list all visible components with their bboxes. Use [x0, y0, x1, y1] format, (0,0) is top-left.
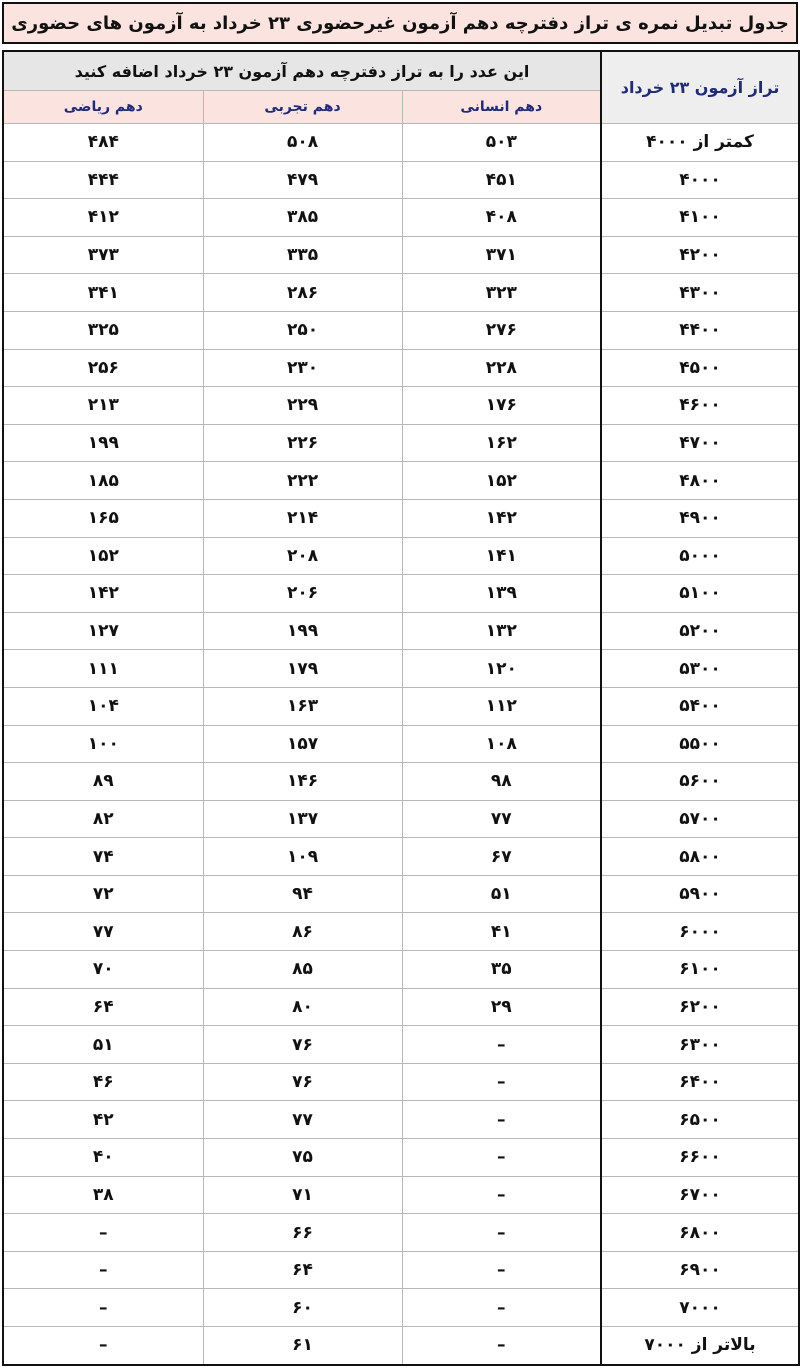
- header-group-label: این عدد را به تراز دفترچه دهم آزمون ۲۳ خرداد اضافه کنید: [3, 51, 601, 91]
- cell-taraz: ۴۰۰۰: [601, 161, 799, 199]
- cell-ensani: ۷۷: [402, 800, 601, 838]
- cell-taraz: ۵۸۰۰: [601, 838, 799, 876]
- cell-riazi: ۷۷: [3, 913, 203, 951]
- cell-tajrobi: ۱۳۷: [203, 800, 402, 838]
- table-row: [3, 1139, 799, 1177]
- cell-tajrobi: ۵۰۸: [203, 124, 402, 162]
- cell-tajrobi: ۳۳۵: [203, 236, 402, 274]
- cell-taraz: ۵۹۰۰: [601, 875, 799, 913]
- header-riazi: دهم ریاضی: [3, 91, 203, 124]
- table-row: [3, 1289, 799, 1327]
- cell-riazi: ۴۸۴: [3, 124, 203, 162]
- cell-ensani: ۳۷۱: [402, 236, 601, 274]
- cell-taraz: ۴۴۰۰: [601, 311, 799, 349]
- cell-tajrobi: ۶۴: [203, 1251, 402, 1289]
- cell-taraz: ۶۲۰۰: [601, 988, 799, 1026]
- cell-taraz: ۵۲۰۰: [601, 612, 799, 650]
- cell-ensani: –: [402, 1026, 601, 1064]
- cell-riazi: ۸۹: [3, 763, 203, 801]
- table-row: [3, 424, 799, 462]
- cell-tajrobi: ۱۷۹: [203, 650, 402, 688]
- header-taraz: تراز آزمون ۲۳ خرداد: [601, 51, 799, 124]
- cell-taraz: ۴۷۰۰: [601, 424, 799, 462]
- cell-tajrobi: ۲۳۰: [203, 349, 402, 387]
- cell-riazi: ۱۰۴: [3, 687, 203, 725]
- cell-tajrobi: ۱۶۳: [203, 687, 402, 725]
- table-header: [3, 51, 799, 124]
- table-row: [3, 1214, 799, 1252]
- cell-taraz: ۴۲۰۰: [601, 236, 799, 274]
- cell-taraz: ۴۹۰۰: [601, 499, 799, 537]
- cell-riazi: ۴۰: [3, 1139, 203, 1177]
- cell-tajrobi: ۲۸۶: [203, 274, 402, 312]
- page-title: جدول تبدیل نمره ی تراز دفترچه دهم آزمون غیرحضوری ۲۳ خرداد به آزمون های حضوری: [2, 2, 798, 44]
- cell-riazi: ۱۶۵: [3, 499, 203, 537]
- cell-tajrobi: ۱۹۹: [203, 612, 402, 650]
- cell-tajrobi: ۶۱: [203, 1327, 402, 1365]
- cell-taraz: کمتر از ۴۰۰۰: [601, 124, 799, 162]
- cell-ensani: –: [402, 1176, 601, 1214]
- cell-riazi: ۵۱: [3, 1026, 203, 1064]
- cell-riazi: ۱۱۱: [3, 650, 203, 688]
- cell-tajrobi: ۴۷۹: [203, 161, 402, 199]
- cell-tajrobi: ۹۴: [203, 875, 402, 913]
- cell-riazi: ۳۷۳: [3, 236, 203, 274]
- cell-taraz: ۶۷۰۰: [601, 1176, 799, 1214]
- cell-tajrobi: ۲۰۸: [203, 537, 402, 575]
- cell-tajrobi: ۷۵: [203, 1139, 402, 1177]
- cell-taraz: ۶۴۰۰: [601, 1063, 799, 1101]
- cell-riazi: –: [3, 1327, 203, 1365]
- cell-taraz: ۶۱۰۰: [601, 951, 799, 989]
- table-row: [3, 499, 799, 537]
- cell-ensani: ۲۷۶: [402, 311, 601, 349]
- cell-ensani: ۴۱: [402, 913, 601, 951]
- cell-riazi: ۳۸: [3, 1176, 203, 1214]
- cell-taraz: ۶۹۰۰: [601, 1251, 799, 1289]
- cell-ensani: –: [402, 1063, 601, 1101]
- table-row: [3, 650, 799, 688]
- cell-taraz: ۵۴۰۰: [601, 687, 799, 725]
- cell-ensani: ۱۰۸: [402, 725, 601, 763]
- cell-taraz: ۵۵۰۰: [601, 725, 799, 763]
- cell-tajrobi: ۶۶: [203, 1214, 402, 1252]
- cell-taraz: ۵۶۰۰: [601, 763, 799, 801]
- table-row: [3, 236, 799, 274]
- cell-taraz: ۵۷۰۰: [601, 800, 799, 838]
- conversion-table: [2, 50, 800, 1366]
- table-row: [3, 951, 799, 989]
- cell-taraz: ۶۰۰۰: [601, 913, 799, 951]
- cell-riazi: ۱۰۰: [3, 725, 203, 763]
- cell-taraz: ۴۶۰۰: [601, 387, 799, 425]
- table-row: [3, 537, 799, 575]
- table-row: [3, 1327, 799, 1365]
- table-row: [3, 199, 799, 237]
- cell-tajrobi: ۷۶: [203, 1026, 402, 1064]
- cell-riazi: ۴۴۴: [3, 161, 203, 199]
- cell-ensani: ۳۵: [402, 951, 601, 989]
- cell-taraz: بالاتر از ۷۰۰۰: [601, 1327, 799, 1365]
- cell-tajrobi: ۸۵: [203, 951, 402, 989]
- cell-riazi: ۳۴۱: [3, 274, 203, 312]
- cell-ensani: ۱۴۱: [402, 537, 601, 575]
- cell-tajrobi: ۲۲۲: [203, 462, 402, 500]
- cell-tajrobi: ۷۶: [203, 1063, 402, 1101]
- cell-taraz: ۶۳۰۰: [601, 1026, 799, 1064]
- cell-ensani: ۱۳۲: [402, 612, 601, 650]
- cell-riazi: ۶۴: [3, 988, 203, 1026]
- header-ensani: دهم انسانی: [402, 91, 601, 124]
- cell-riazi: –: [3, 1289, 203, 1327]
- cell-riazi: ۳۲۵: [3, 311, 203, 349]
- cell-tajrobi: ۱۵۷: [203, 725, 402, 763]
- cell-ensani: ۱۳۹: [402, 575, 601, 613]
- cell-riazi: ۱۴۲: [3, 575, 203, 613]
- cell-ensani: ۱۵۲: [402, 462, 601, 500]
- cell-taraz: ۶۵۰۰: [601, 1101, 799, 1139]
- table-row: [3, 875, 799, 913]
- table-row: [3, 1063, 799, 1101]
- table-row: [3, 725, 799, 763]
- cell-taraz: ۴۳۰۰: [601, 274, 799, 312]
- header-tajrobi: دهم تجربی: [203, 91, 402, 124]
- cell-ensani: ۱۱۲: [402, 687, 601, 725]
- cell-ensani: ۵۰۳: [402, 124, 601, 162]
- cell-taraz: ۴۸۰۰: [601, 462, 799, 500]
- cell-taraz: ۴۵۰۰: [601, 349, 799, 387]
- table-row: [3, 124, 799, 162]
- table-row: [3, 311, 799, 349]
- cell-ensani: ۱۶۲: [402, 424, 601, 462]
- cell-riazi: –: [3, 1214, 203, 1252]
- cell-tajrobi: ۲۲۶: [203, 424, 402, 462]
- table-body: [3, 124, 799, 1365]
- cell-ensani: ۲۲۸: [402, 349, 601, 387]
- cell-taraz: ۴۱۰۰: [601, 199, 799, 237]
- cell-riazi: ۲۵۶: [3, 349, 203, 387]
- cell-tajrobi: ۳۸۵: [203, 199, 402, 237]
- cell-ensani: ۱۷۶: [402, 387, 601, 425]
- cell-ensani: ۳۲۳: [402, 274, 601, 312]
- table-row: [3, 349, 799, 387]
- table-row: [3, 387, 799, 425]
- table-row: [3, 1101, 799, 1139]
- cell-tajrobi: ۲۱۴: [203, 499, 402, 537]
- cell-riazi: ۱۹۹: [3, 424, 203, 462]
- cell-ensani: –: [402, 1214, 601, 1252]
- cell-ensani: ۴۵۱: [402, 161, 601, 199]
- table-row: [3, 687, 799, 725]
- cell-riazi: ۸۲: [3, 800, 203, 838]
- table-row: [3, 838, 799, 876]
- cell-ensani: –: [402, 1251, 601, 1289]
- cell-riazi: ۲۱۳: [3, 387, 203, 425]
- cell-tajrobi: ۷۱: [203, 1176, 402, 1214]
- cell-riazi: ۱۲۷: [3, 612, 203, 650]
- table-row: [3, 1251, 799, 1289]
- cell-riazi: ۱۵۲: [3, 537, 203, 575]
- table-row: [3, 800, 799, 838]
- table-row: [3, 1176, 799, 1214]
- table-row: [3, 763, 799, 801]
- cell-ensani: –: [402, 1139, 601, 1177]
- cell-taraz: ۶۸۰۰: [601, 1214, 799, 1252]
- cell-riazi: ۷۰: [3, 951, 203, 989]
- cell-taraz: ۵۱۰۰: [601, 575, 799, 613]
- cell-ensani: ۱۲۰: [402, 650, 601, 688]
- table-row: [3, 274, 799, 312]
- cell-tajrobi: ۲۵۰: [203, 311, 402, 349]
- cell-tajrobi: ۷۷: [203, 1101, 402, 1139]
- table-row: [3, 575, 799, 613]
- table-row: [3, 161, 799, 199]
- cell-taraz: ۷۰۰۰: [601, 1289, 799, 1327]
- cell-riazi: ۱۸۵: [3, 462, 203, 500]
- cell-riazi: ۴۶: [3, 1063, 203, 1101]
- cell-ensani: –: [402, 1101, 601, 1139]
- cell-ensani: ۲۹: [402, 988, 601, 1026]
- table-row: [3, 913, 799, 951]
- table-row: [3, 988, 799, 1026]
- cell-tajrobi: ۱۴۶: [203, 763, 402, 801]
- table-row: [3, 612, 799, 650]
- cell-ensani: ۱۴۲: [402, 499, 601, 537]
- table-row: [3, 462, 799, 500]
- table-row: [3, 1026, 799, 1064]
- cell-taraz: ۵۰۰۰: [601, 537, 799, 575]
- cell-tajrobi: ۸۰: [203, 988, 402, 1026]
- cell-ensani: –: [402, 1327, 601, 1365]
- cell-ensani: ۹۸: [402, 763, 601, 801]
- cell-riazi: –: [3, 1251, 203, 1289]
- cell-riazi: ۷۴: [3, 838, 203, 876]
- cell-ensani: ۵۱: [402, 875, 601, 913]
- cell-tajrobi: ۲۰۶: [203, 575, 402, 613]
- cell-ensani: ۴۰۸: [402, 199, 601, 237]
- cell-tajrobi: ۸۶: [203, 913, 402, 951]
- cell-taraz: ۶۶۰۰: [601, 1139, 799, 1177]
- cell-riazi: ۴۱۲: [3, 199, 203, 237]
- cell-riazi: ۷۲: [3, 875, 203, 913]
- cell-ensani: ۶۷: [402, 838, 601, 876]
- cell-taraz: ۵۳۰۰: [601, 650, 799, 688]
- cell-tajrobi: ۲۲۹: [203, 387, 402, 425]
- cell-ensani: –: [402, 1289, 601, 1327]
- cell-tajrobi: ۱۰۹: [203, 838, 402, 876]
- cell-riazi: ۴۲: [3, 1101, 203, 1139]
- cell-tajrobi: ۶۰: [203, 1289, 402, 1327]
